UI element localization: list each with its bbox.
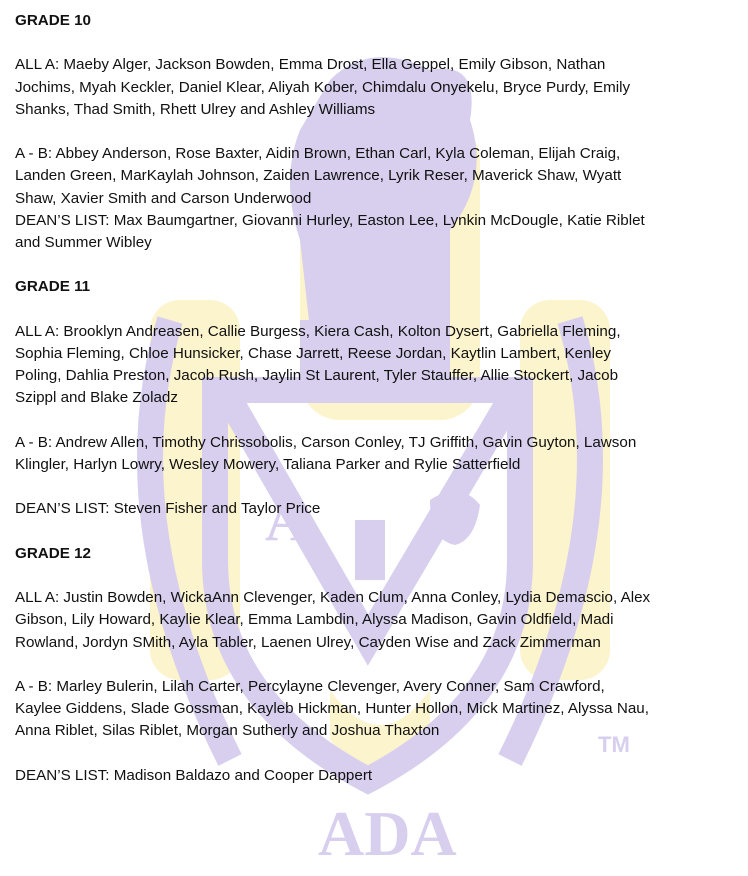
paragraph-line: Landen Green, MarKaylah Johnson, Zaiden Lawrence, Lyrik Reser, Maverick Shaw, Wyatt <box>15 167 622 185</box>
trademark-mark: TM <box>598 732 630 757</box>
grade-section <box>15 10 740 276</box>
paragraph-line: A - B: Andrew Allen, Timothy Chrissobolis, Carson Conley, TJ Griffith, Gavin Guyton, Lawson <box>15 433 637 451</box>
paragraph-line: Szippl and Blake Zoladz <box>15 389 178 407</box>
svg-text:A: A <box>265 487 309 553</box>
honor-list-paragraph <box>15 676 740 743</box>
honor-list-paragraph <box>15 54 740 121</box>
paragraph-line: DEAN’S LIST: Steven Fisher and Taylor Price <box>15 500 321 518</box>
section-heading: GRADE 10 <box>15 12 91 29</box>
grade-section <box>15 543 740 787</box>
paragraph-line: Klingler, Harlyn Lowry, Wesley Mowery, Taliana Parker and Rylie Satterfield <box>15 455 521 473</box>
paragraph-line: Shaw, Xavier Smith and Carson Underwood <box>15 189 312 207</box>
section-heading: GRADE 11 <box>15 278 91 296</box>
honor-list-paragraph <box>15 765 740 787</box>
paragraph-line: Anna Riblet, Silas Riblet, Morgan Sutherly and Joshua Thaxton <box>15 722 440 740</box>
section-heading: GRADE 12 <box>15 544 91 562</box>
spacer <box>15 565 740 587</box>
grade-section <box>15 276 740 542</box>
honor-list-paragraph <box>15 210 740 254</box>
spacer <box>15 743 740 765</box>
paragraph-line: ALL A: Justin Bowden, WickaAnn Clevenger, Kaden Clum, Anna Conley, Lydia Demascio, Alex <box>15 589 651 607</box>
paragraph-line: A - B: Marley Bulerin, Lilah Carter, Percylayne Clevenger, Avery Conner, Sam Crawford, <box>15 677 605 695</box>
paragraph-line: ALL A: Maeby Alger, Jackson Bowden, Emma Drost, Ella Geppel, Emily Gibson, Nathan <box>15 56 606 74</box>
paragraph-line: Shanks, Thad Smith, Rhett Ulrey and Ashley Williams <box>15 100 376 118</box>
spacer <box>15 121 740 143</box>
honor-list-paragraph <box>15 498 740 520</box>
paragraph-line: DEAN’S LIST: Madison Baldazo and Cooper Dappert <box>15 766 373 784</box>
paragraph-line: Poling, Dahlia Preston, Jacob Rush, Jaylin St Laurent, Tyler Stauffer, Allie Stockert, Jacob <box>15 367 619 385</box>
paragraph-line: DEAN’S LIST: Max Baumgartner, Giovanni Hurley, Easton Lee, Lynkin McDougle, Katie Riblet <box>15 211 645 229</box>
honor-list-paragraph <box>15 321 740 410</box>
spacer <box>15 410 740 432</box>
paragraph-line: Jochims, Myah Keckler, Daniel Klear, Aliyah Kober, Chimdalu Onyekelu, Bryce Purdy, Emily <box>15 78 631 96</box>
paragraph-line: Kaylee Giddens, Slade Gossman, Kayleb Hickman, Hunter Hollon, Mick Martinez, Alyssa Nau, <box>15 700 649 718</box>
spacer <box>15 254 740 276</box>
paragraph-line: Gibson, Lily Howard, Kaylie Klear, Emma Lambdin, Alyssa Madison, Gavin Oldfield, Madi <box>15 611 614 629</box>
honor-list-paragraph <box>15 143 740 210</box>
honor-roll-document <box>15 10 740 787</box>
spacer <box>15 299 740 321</box>
spacer <box>15 32 740 54</box>
spacer <box>15 521 740 543</box>
paragraph-line: and Summer Wibley <box>15 234 152 251</box>
paragraph-line: Rowland, Jordyn SMith, Ayla Tabler, Laenen Ulrey, Cayden Wise and Zack Zimmerman <box>15 633 601 651</box>
paragraph-line: A - B: Abbey Anderson, Rose Baxter, Aidin Brown, Ethan Carl, Kyla Coleman, Elijah Craig, <box>15 145 621 163</box>
watermark-lettering: ADA <box>318 798 457 869</box>
spacer <box>15 476 740 498</box>
honor-list-paragraph <box>15 587 740 654</box>
paragraph-line: Sophia Fleming, Chloe Hunsicker, Chase Jarrett, Reese Jordan, Kaytlin Lambert, Kenley <box>15 344 611 362</box>
paragraph-line: ALL A: Brooklyn Andreasen, Callie Burgess, Kiera Cash, Kolton Dysert, Gabriella Fleming, <box>15 322 621 340</box>
spacer <box>15 654 740 676</box>
honor-list-paragraph <box>15 432 740 476</box>
